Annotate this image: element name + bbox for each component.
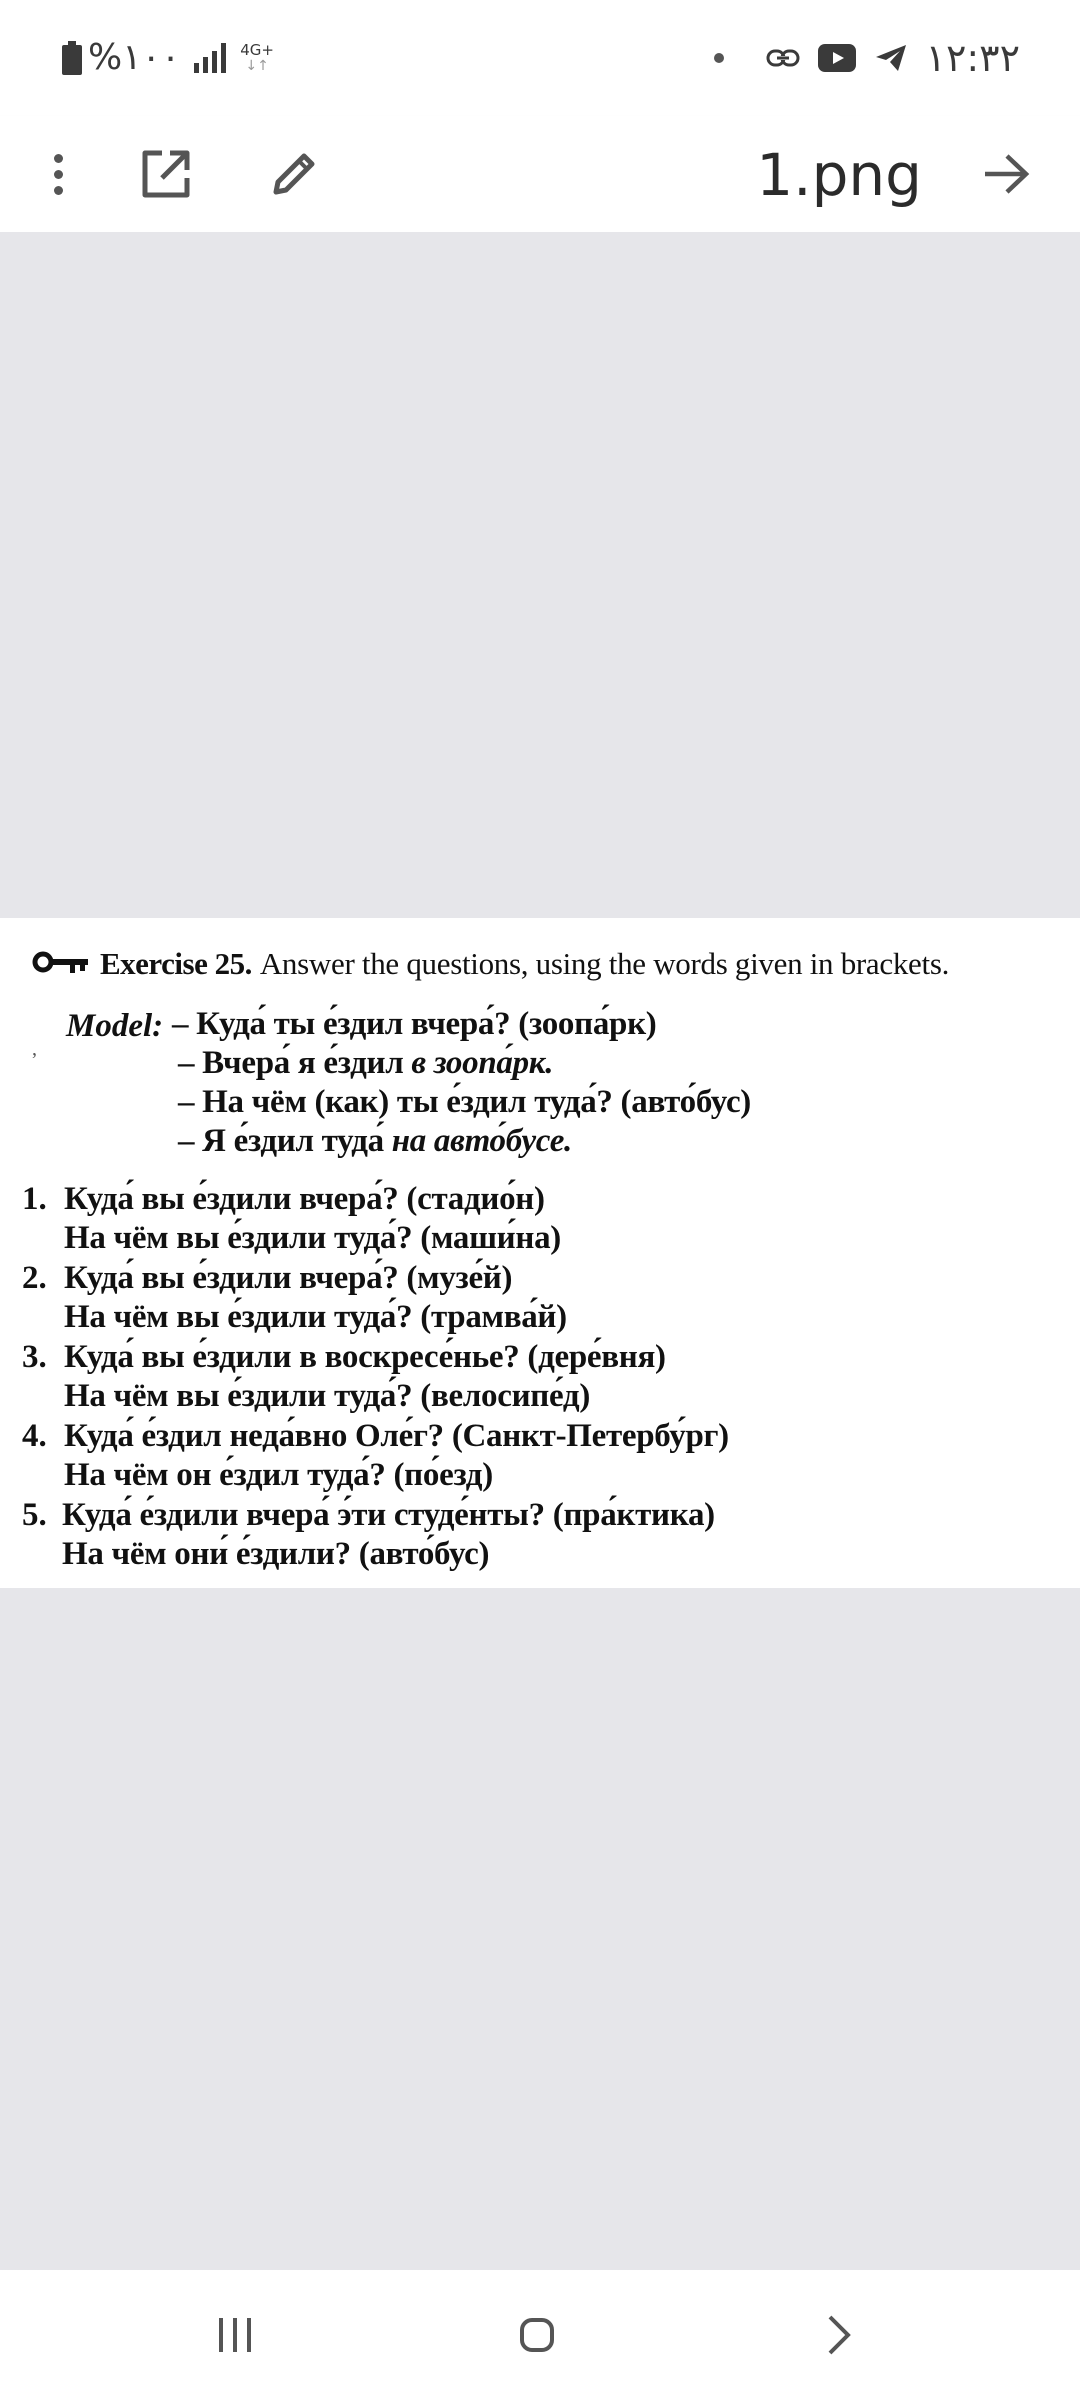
item-question: На чём вы е́здили туда́? (трамва́й) <box>64 1299 567 1335</box>
item-question: На чём вы е́здили туда́? (маши́на) <box>64 1220 561 1256</box>
item-number: 3. <box>22 1339 47 1375</box>
telegram-icon <box>874 43 908 73</box>
recents-icon <box>219 2318 251 2352</box>
model-line: – Куда́ ты е́здил вчера́? (зоопа́рк) <box>172 1006 657 1042</box>
pencil-icon <box>268 148 320 200</box>
key-icon <box>32 950 94 978</box>
item-number: 1. <box>22 1181 47 1217</box>
status-bar <box>0 0 1080 116</box>
file-title: 1.png <box>756 141 922 209</box>
item-question: На чём он е́здил туда́? (по́езд) <box>64 1457 493 1493</box>
status-time: ١٢:٣٢ <box>925 36 1020 80</box>
home-button[interactable] <box>492 2295 582 2375</box>
youtube-icon <box>818 44 856 72</box>
more-vert-icon <box>54 154 63 195</box>
network-type-label: 4G+ <box>240 41 274 59</box>
item-question: Куда́ вы е́здили вчера́? (музе́й) <box>64 1260 513 1296</box>
edit-button[interactable] <box>254 134 334 214</box>
network-indicator <box>240 42 274 74</box>
more-options-button[interactable] <box>18 134 98 214</box>
model-line: – Вчера́ я е́здил в зоопа́рк. <box>178 1045 554 1081</box>
item-number: 4. <box>22 1418 47 1454</box>
item-question: На чём они́ е́здили? (авто́бус) <box>62 1536 490 1572</box>
item-question: На чём вы е́здили туда́? (велосипе́д) <box>64 1378 591 1414</box>
home-icon <box>520 2318 554 2352</box>
model-line: – Я е́здил туда́ на авто́бусе. <box>178 1123 573 1159</box>
navigation-bar <box>0 2270 1080 2400</box>
battery-percentage: %١٠٠ <box>88 37 181 78</box>
arrow-forward-icon <box>981 152 1031 196</box>
stray-mark: , <box>32 1038 37 1060</box>
model-label: Model: <box>66 1008 164 1044</box>
exercise-instruction: Answer the questions, using the words given in brackets. <box>259 946 950 981</box>
recents-button[interactable] <box>190 2295 280 2375</box>
open-external-button[interactable] <box>126 134 206 214</box>
notification-dot-icon <box>714 53 724 63</box>
chevron-right-icon <box>824 2313 854 2357</box>
status-left-group <box>62 38 274 78</box>
item-number: 5. <box>22 1497 47 1533</box>
link-icon <box>766 49 800 67</box>
open-in-new-icon <box>140 148 192 200</box>
image-viewer[interactable] <box>0 232 1080 2270</box>
status-right-group <box>714 36 1020 80</box>
network-activity-icon: ↓↑ <box>245 58 269 74</box>
signal-icon <box>194 43 226 73</box>
item-question: Куда́ вы е́здили вчера́? (стадио́н) <box>64 1181 545 1217</box>
app-toolbar <box>0 116 1080 232</box>
model-line: – На чём (как) ты е́здил туда́? (авто́бус) <box>178 1084 751 1120</box>
exercise-title: Exercise 25. <box>100 946 252 981</box>
item-number: 2. <box>22 1260 47 1296</box>
forward-button[interactable] <box>966 134 1046 214</box>
displayed-image[interactable] <box>0 918 1080 1588</box>
item-question: Куда́ е́здили вчера́ э́ти студе́нты? (пра́ктика) <box>62 1497 715 1533</box>
back-button[interactable] <box>794 2295 884 2375</box>
exercise-header <box>32 946 949 982</box>
battery-icon <box>62 41 82 75</box>
item-question: Куда́ вы е́здили в воскресе́нье? (дере́вня) <box>64 1339 666 1375</box>
item-question: Куда́ е́здил неда́вно Оле́г? (Санкт-Петербу́рг) <box>64 1418 729 1454</box>
